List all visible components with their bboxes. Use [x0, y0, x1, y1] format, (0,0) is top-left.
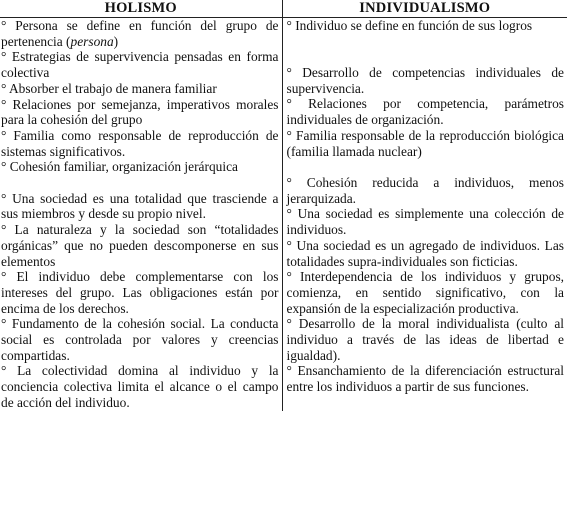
holismo-item-naturaleza: ° La naturaleza y la sociedad son “totalidades orgánicas” que no pueden descomponerse en sus elementos — [1, 222, 279, 269]
individualismo-item-cohesion: ° Cohesión reducida a individuos, menos jerarquizada. — [286, 174, 564, 206]
spacer — [283, 49, 567, 65]
individualismo-item-interdependencia: ° Interdependencia de los individuos y grupos, comienza, en sentido significativo, con la expansión de la especialización productiva. — [286, 269, 564, 316]
spacer — [283, 159, 567, 175]
individualismo-item-competencias: ° Desarrollo de competencias individuales de supervivencia. — [286, 65, 564, 96]
individualismo-item-relaciones: ° Relaciones por competencia, parámetros individuales de organización. — [286, 96, 564, 128]
holismo-item-sociedad: ° Una sociedad es una totalidad que trasciende a sus miembros y desde su propio nivel. — [1, 190, 279, 222]
holismo-item-fundamento: ° Fundamento de la cohesión social. La conducta social es controlada por valores y creencias compartidas. — [1, 316, 279, 363]
header-individualismo: INDIVIDUALISMO — [282, 0, 567, 18]
individualismo-item-agregado: ° Una sociedad es un agregado de individuos. Las totalidades supra-individuales son ficticias. — [286, 237, 564, 269]
holismo-item-relaciones: ° Relaciones por semejanza, imperativos morales para la cohesión del grupo — [1, 96, 279, 128]
holismo-item-cohesion: ° Cohesión familiar, organización jerárquica — [1, 159, 238, 175]
holismo-item-individuo: ° El individuo debe complementarse con los intereses del grupo. Las obligaciones están por encima de los derechos. — [1, 269, 279, 316]
holismo-item-persona: ° Persona se define en función del grupo de pertenencia (persona) — [1, 18, 279, 49]
individualismo-item-moral: ° Desarrollo de la moral individualista (culto al individuo a través de las ideas de libertad e igualdad). — [286, 316, 564, 363]
holismo-item-familia: ° Familia como responsable de reproducción de sistemas significativos. — [1, 127, 279, 159]
holismo-item-estrategias: ° Estrategias de supervivencia pensadas en forma colectiva — [1, 49, 279, 81]
individualismo-item-familia: ° Familia responsable de la reproducción biológica (familia llamada nuclear) — [286, 127, 564, 159]
spacer — [283, 34, 567, 50]
holismo-item-colectividad: ° La colectividad domina al individuo y la conciencia colectiva limita el alcance o el campo de acción del individuo. — [1, 363, 279, 410]
holismo-column — [0, 18, 282, 411]
header-holismo: HOLISMO — [0, 0, 282, 18]
individualismo-item-ensanchamiento: ° Ensanchamiento de la diferenciación estructural entre los individuos a partir de sus funciones. — [286, 363, 564, 395]
table-body-row — [0, 18, 567, 411]
spacer — [0, 175, 282, 191]
individualismo-column — [282, 18, 567, 411]
individualismo-item-coleccion: ° Una sociedad es simplemente una colección de individuos. — [286, 206, 564, 238]
table-header-row — [0, 0, 567, 18]
individualismo-item-individuo: ° Individuo se define en función de sus logros — [286, 18, 533, 33]
holismo-item-trabajo: ° Absorber el trabajo de manera familiar — [1, 80, 217, 96]
